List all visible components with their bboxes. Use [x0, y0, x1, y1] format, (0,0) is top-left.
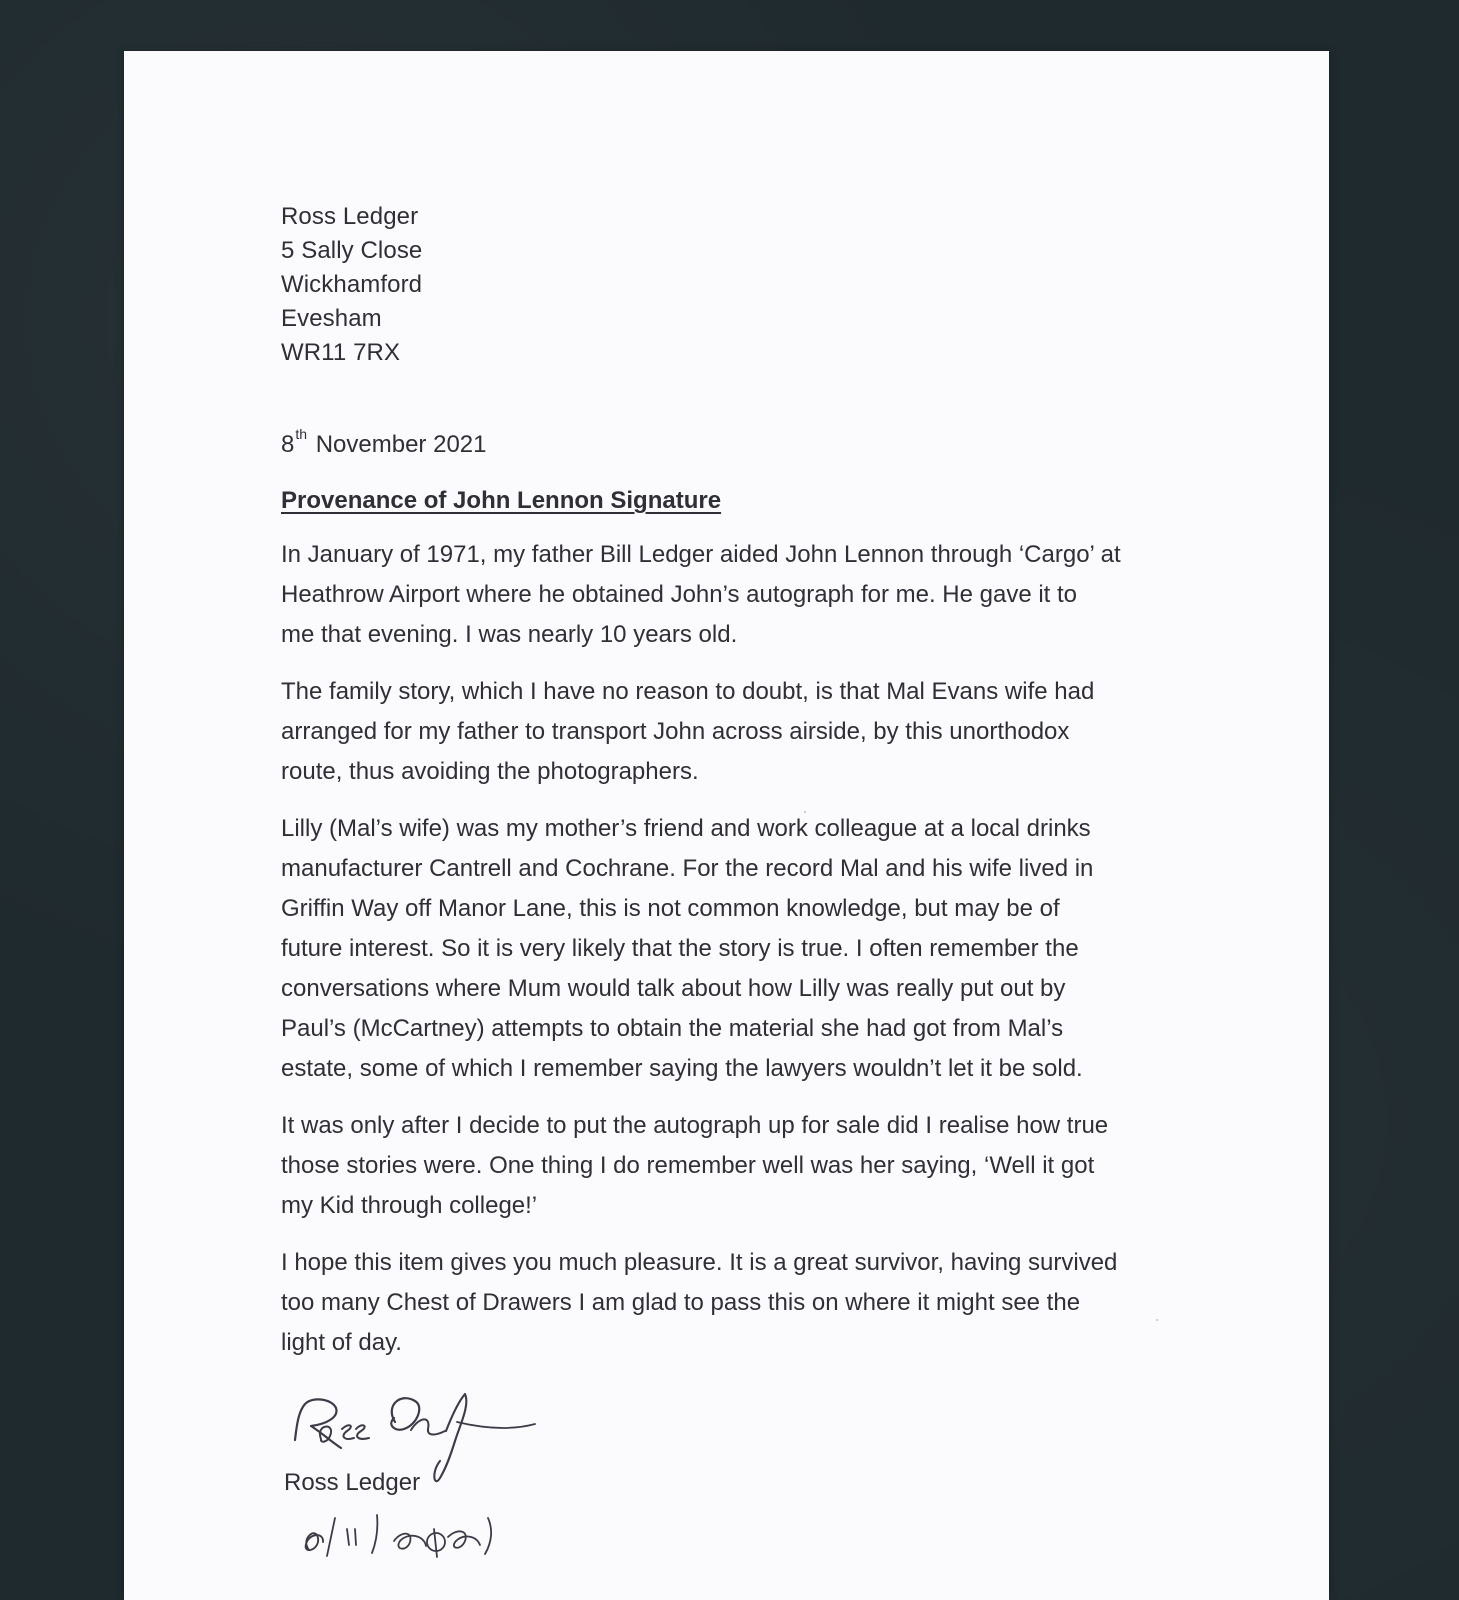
sender-postcode: WR11 7RX	[281, 339, 401, 366]
paragraph-line: those stories were. One thing I do remember well was her saying, ‘Well it got	[281, 1152, 1095, 1179]
paragraph-line: estate, some of which I remember saying the lawyers wouldn’t let it be sold.	[281, 1055, 1083, 1082]
paragraph-line: arranged for my father to transport John across airside, by this unorthodox	[281, 718, 1070, 745]
paragraph-line: me that evening. I was nearly 10 years old.	[281, 621, 738, 648]
sender-village: Wickhamford	[281, 271, 423, 298]
paragraph-5	[281, 1243, 1181, 1363]
sender-name: Ross Ledger	[281, 203, 419, 230]
paragraph-line: Lilly (Mal’s wife) was my mother’s friend and work colleague at a local drinks	[281, 815, 1091, 842]
letter-content	[281, 200, 1181, 1363]
paragraph-1	[281, 535, 1181, 655]
paragraph-3	[281, 809, 1181, 1089]
date-day: 8	[281, 431, 295, 458]
paragraph-line: It was only after I decide to put the autograph up for sale did I realise how true	[281, 1112, 1109, 1139]
paragraph-2	[281, 672, 1181, 792]
paragraph-line: light of day.	[281, 1329, 402, 1356]
paragraph-line: The family story, which I have no reason to doubt, is that Mal Evans wife had	[281, 678, 1095, 705]
sender-address	[281, 200, 1181, 370]
paragraph-line: future interest. So it is very likely that the story is true. I often remember the	[281, 935, 1079, 962]
paragraph-line: conversations where Mum would talk about how Lilly was really put out by	[281, 975, 1066, 1002]
sender-street: 5 Sally Close	[281, 237, 423, 264]
paragraph-line: I hope this item gives you much pleasure. It is a great survivor, having survived	[281, 1249, 1118, 1276]
paragraph-line: my Kid through college!’	[281, 1192, 538, 1219]
handwritten-date	[298, 1511, 508, 1561]
paragraph-line: In January of 1971, my father Bill Ledger aided John Lennon through ‘Cargo’ at	[281, 541, 1121, 568]
sender-town: Evesham	[281, 305, 382, 332]
paragraph-line: Paul’s (McCartney) attempts to obtain the material she had got from Mal’s	[281, 1015, 1064, 1042]
paragraph-line: manufacturer Cantrell and Cochrane. For the record Mal and his wife lived in	[281, 855, 1094, 882]
paragraph-4	[281, 1106, 1181, 1226]
printed-name: Ross Ledger	[284, 1469, 421, 1496]
date-rest: November 2021	[315, 431, 487, 458]
paragraph-line: route, thus avoiding the photographers.	[281, 758, 699, 785]
date-suffix: th	[295, 426, 308, 442]
paragraph-line: too many Chest of Drawers I am glad to pass this on where it might see the	[281, 1289, 1081, 1316]
letter-subject: Provenance of John Lennon Signature	[281, 487, 722, 514]
paragraph-line: Griffin Way off Manor Lane, this is not common knowledge, but may be of	[281, 895, 1060, 922]
paragraph-line: Heathrow Airport where he obtained John’s autograph for me. He gave it to	[281, 581, 1078, 608]
letter-date	[281, 428, 1181, 462]
